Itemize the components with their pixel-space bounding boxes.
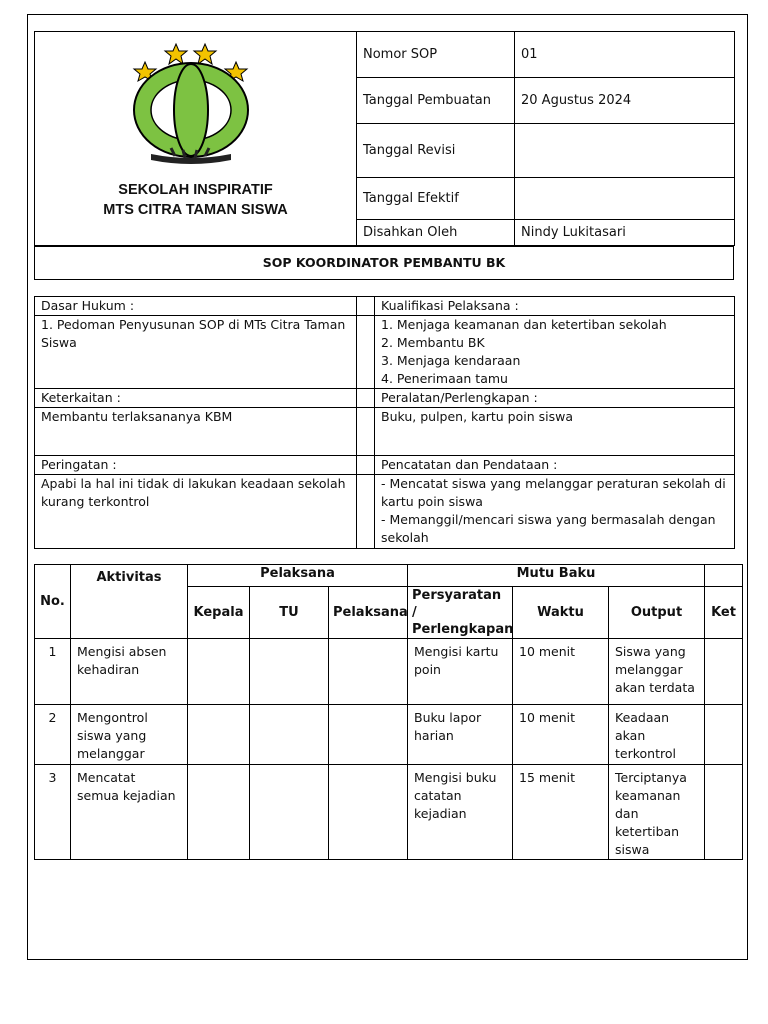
header-table bbox=[34, 31, 735, 246]
row-aktivitas: Mengontrol siswa yang melanggar bbox=[71, 705, 188, 765]
school-name-line1: SEKOLAH INSPIRATIF bbox=[118, 182, 273, 198]
pencatatan-item: - Memanggil/mencari siswa yang bermasalah dengan sekolah bbox=[381, 512, 716, 545]
col-header-pelaksana: Pelaksana bbox=[188, 565, 408, 587]
kualifikasi-item: 1. Menjaga keamanan dan ketertiban sekolah bbox=[381, 317, 667, 332]
table-row bbox=[35, 705, 743, 765]
table-row bbox=[35, 765, 743, 860]
info-value-revisi bbox=[515, 124, 735, 178]
info-label-pembuatan: Tanggal Pembuatan bbox=[357, 78, 515, 124]
kualifikasi-list bbox=[375, 316, 735, 389]
table-row bbox=[35, 639, 743, 705]
col-header-output: Output bbox=[609, 587, 705, 639]
info-label-disahkan: Disahkan Oleh bbox=[357, 220, 515, 246]
row-no: 2 bbox=[35, 705, 71, 765]
row-waktu: 10 menit bbox=[513, 639, 609, 705]
keterkaitan-text: Membantu terlaksananya KBM bbox=[35, 408, 357, 456]
school-emblem-icon bbox=[131, 36, 261, 176]
peringatan-text: Apabi la hal ini tidak di lakukan keadaan sekolah kurang terkontrol bbox=[35, 475, 357, 549]
sop-title: SOP KOORDINATOR PEMBANTU BK bbox=[35, 247, 734, 280]
peralatan-text: Buku, pulpen, kartu poin siswa bbox=[375, 408, 735, 456]
col-header-mutu-baku: Mutu Baku bbox=[408, 565, 705, 587]
row-output: Siswa yang melanggar akan terdata bbox=[609, 639, 705, 705]
keterkaitan-heading: Keterkaitan : bbox=[35, 389, 357, 408]
dasar-hukum-heading: Dasar Hukum : bbox=[35, 297, 357, 316]
row-no: 3 bbox=[35, 765, 71, 860]
row-waktu: 15 menit bbox=[513, 765, 609, 860]
row-output: Terciptanya keamanan dan ketertiban siswa bbox=[609, 765, 705, 860]
pencatatan-item: - Mencatat siswa yang melanggar peraturan sekolah di kartu poin siswa bbox=[381, 476, 726, 509]
info-label-nomor: Nomor SOP bbox=[357, 32, 515, 78]
dasar-hukum-item: 1. Pedoman Penyusunan SOP di MTs Citra Taman Siswa bbox=[35, 316, 357, 389]
col-header-kepala: Kepala bbox=[188, 587, 250, 639]
peringatan-heading: Peringatan : bbox=[35, 456, 357, 475]
kualifikasi-item: 4. Penerimaan tamu bbox=[381, 371, 508, 386]
kualifikasi-heading: Kualifikasi Pelaksana : bbox=[375, 297, 735, 316]
row-persyaratan: Mengisi buku catatan kejadian bbox=[408, 765, 513, 860]
info-value-nomor: 01 bbox=[515, 32, 735, 78]
row-aktivitas: Mencatat semua kejadian bbox=[71, 765, 188, 860]
pencatatan-heading: Pencatatan dan Pendataan : bbox=[375, 456, 735, 475]
info-value-efektif bbox=[515, 178, 735, 220]
kualifikasi-item: 2. Membantu BK bbox=[381, 335, 485, 350]
row-persyaratan: Buku lapor harian bbox=[408, 705, 513, 765]
kualifikasi-item: 3. Menjaga kendaraan bbox=[381, 353, 521, 368]
col-header-waktu: Waktu bbox=[513, 587, 609, 639]
info-value-pembuatan: 20 Agustus 2024 bbox=[515, 78, 735, 124]
col-header-aktivitas: Aktivitas bbox=[71, 565, 188, 639]
activity-table bbox=[34, 564, 743, 860]
sop-details-table bbox=[34, 296, 735, 549]
col-header-no: No. bbox=[35, 565, 71, 639]
col-header-tu: TU bbox=[250, 587, 329, 639]
row-persyaratan: Mengisi kartu poin bbox=[408, 639, 513, 705]
info-label-revisi: Tanggal Revisi bbox=[357, 124, 515, 178]
row-output: Keadaan akan terkontrol bbox=[609, 705, 705, 765]
school-name-line2: MTS CITRA TAMAN SISWA bbox=[103, 202, 288, 218]
col-header-persyaratan: Persyaratan / Perlengkapan bbox=[408, 587, 513, 639]
peralatan-heading: Peralatan/Perlengkapan : bbox=[375, 389, 735, 408]
info-value-disahkan: Nindy Lukitasari bbox=[515, 220, 735, 246]
sop-title-table bbox=[34, 246, 734, 280]
row-aktivitas: Mengisi absen kehadiran bbox=[71, 639, 188, 705]
row-waktu: 10 menit bbox=[513, 705, 609, 765]
col-header-pelaksana-sub: Pelaksana bbox=[329, 587, 408, 639]
col-header-ket: Ket bbox=[705, 587, 743, 639]
school-identity bbox=[35, 32, 357, 246]
row-no: 1 bbox=[35, 639, 71, 705]
info-label-efektif: Tanggal Efektif bbox=[357, 178, 515, 220]
pencatatan-list bbox=[375, 475, 735, 549]
